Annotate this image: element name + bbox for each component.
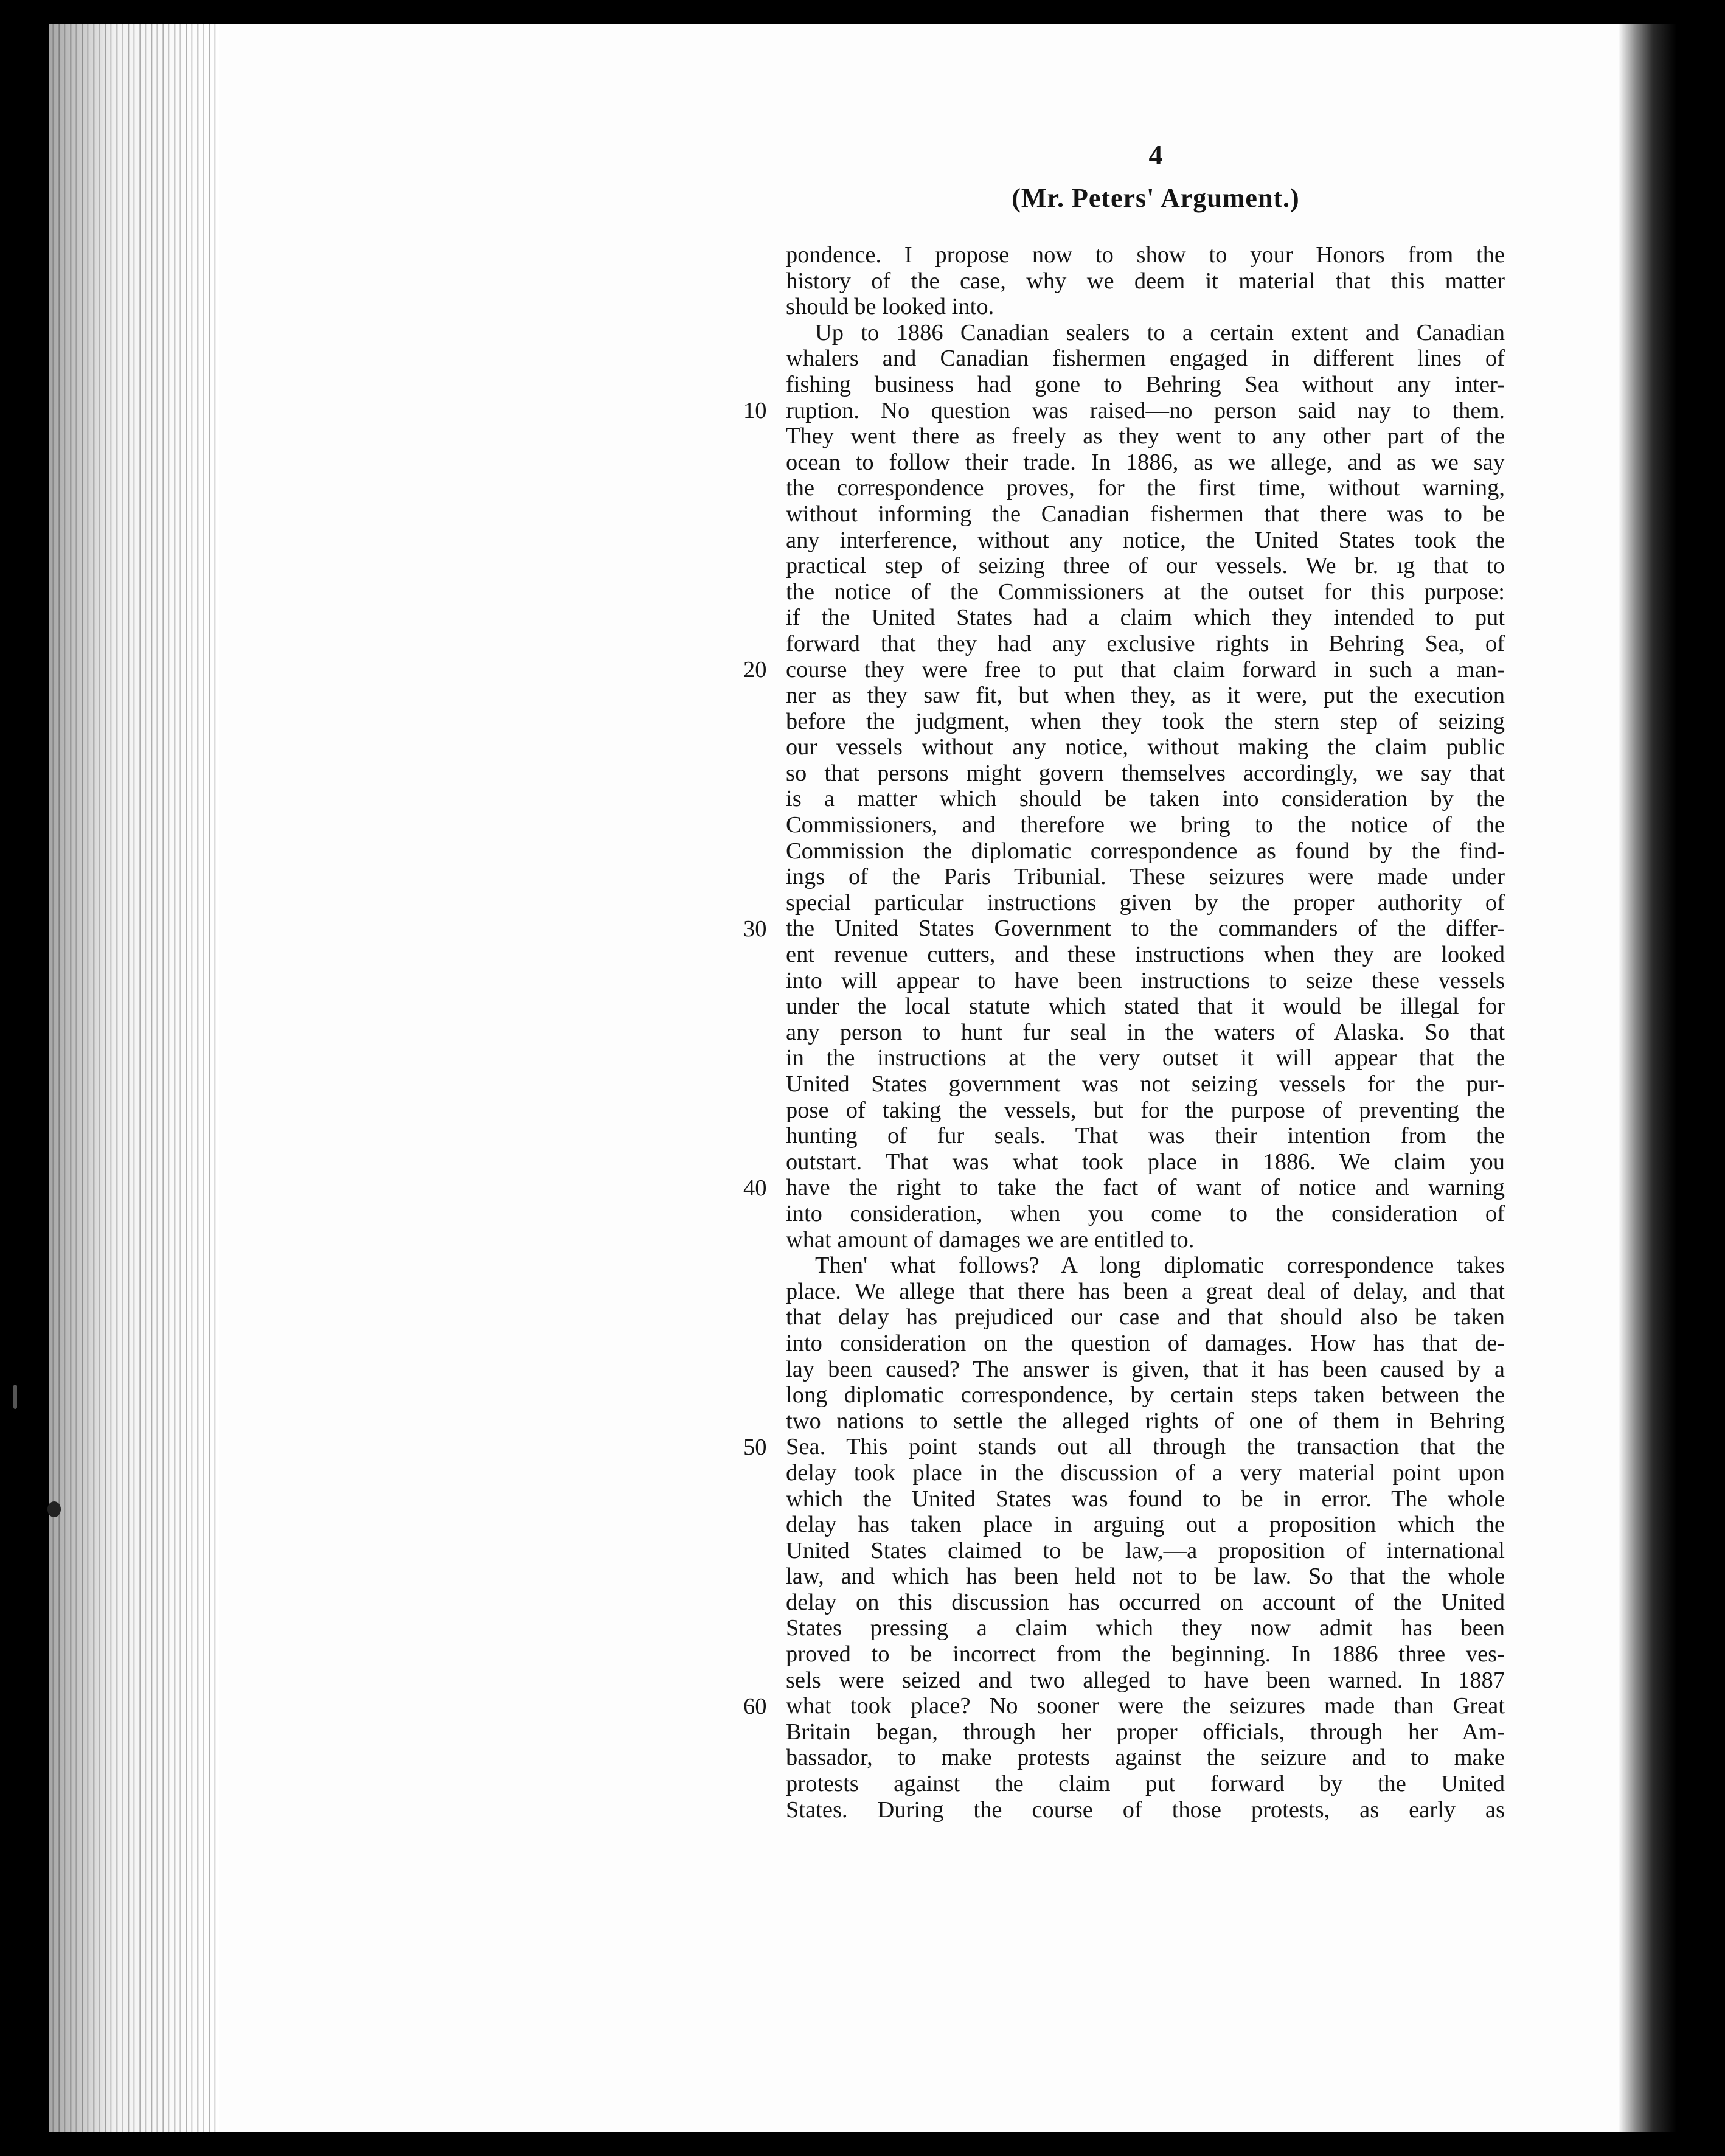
text-line: States. During the course of those protests, as early as <box>786 1796 1505 1823</box>
text-line: the United States Government to the commanders of the differ- <box>786 916 1505 942</box>
text-line: so that persons might govern themselves accordingly, we say that <box>786 760 1505 786</box>
line-number: 60 <box>743 1693 767 1719</box>
text-line: before the judgment, when they took the stern step of seizing <box>786 708 1505 734</box>
text-line: Commission the diplomatic correspondence as found by the find- <box>786 838 1505 864</box>
text-line: delay on this discussion has occurred on account of the United <box>786 1589 1505 1615</box>
body-text <box>786 242 1505 1849</box>
text-line: any interference, without any notice, the United States took the <box>786 527 1505 553</box>
text-line: what took place? No sooner were the seizures made than Great <box>786 1693 1505 1719</box>
text-line: States pressing a claim which they now admit has been <box>786 1615 1505 1641</box>
running-head: (Mr. Peters' Argument.) <box>1012 183 1300 213</box>
text-line: what amount of damages we are entitled to. <box>786 1226 1195 1253</box>
text-line <box>786 1823 1505 1849</box>
text-line: in the instructions at the very outset it will appear that the <box>786 1045 1505 1071</box>
text-line: whalers and Canadian fishermen engaged in different lines of <box>786 346 1505 372</box>
line-number: 50 <box>743 1434 767 1460</box>
text-line: outstart. That was what took place in 1886. We claim you <box>786 1149 1505 1175</box>
text-line: ocean to follow their trade. In 1886, as we allege, and as we say <box>786 449 1505 475</box>
text-line: ruption. No question was raised—no person said nay to them. <box>786 397 1505 423</box>
text-line: if the United States had a claim which they intended to put <box>786 605 1505 631</box>
text-line: fishing business had gone to Behring Sea without any inter- <box>786 371 1505 397</box>
text-line: our vessels without any notice, without making the claim public <box>786 734 1505 760</box>
text-line: Britain began, through her proper officials, through her Am- <box>786 1719 1505 1745</box>
text-line: which the United States was found to be in error. The whole <box>786 1486 1505 1512</box>
line-number: 30 <box>743 916 767 942</box>
line-number: 10 <box>743 397 767 423</box>
text-line: bassador, to make protests against the seizure and to make <box>786 1745 1505 1771</box>
scan-border-top <box>0 0 1725 24</box>
text-line: law, and which has been held not to be law. So that the whole <box>786 1563 1505 1590</box>
text-line: special particular instructions given by the proper authority of <box>786 889 1505 916</box>
text-line: practical step of seizing three of our vessels. We br. ıg that to <box>786 553 1505 579</box>
text-line: the correspondence proves, for the first time, without warning, <box>786 475 1505 501</box>
text-line: lay been caused? The answer is given, that it has been caused by a <box>786 1356 1505 1382</box>
text-line: Up to 1886 Canadian sealers to a certain extent and Canadian <box>815 319 1505 346</box>
text-line: ings of the Paris Tribunial. These seizures were made under <box>786 864 1505 890</box>
text-line: should be looked into. <box>786 294 994 320</box>
text-line: history of the case, why we deem it material that this matter <box>786 268 1505 294</box>
text-line: pose of taking the vessels, but for the purpose of preventing the <box>786 1097 1505 1123</box>
text-line: United States government was not seizing vessels for the pur- <box>786 1071 1505 1097</box>
text-line: Sea. This point stands out all through the transaction that the <box>786 1434 1505 1460</box>
scan-speck <box>13 1385 17 1409</box>
line-number: 20 <box>743 656 767 683</box>
text-line: United States claimed to be law,—a proposition of international <box>786 1537 1505 1563</box>
text-line: any person to hunt fur seal in the waters of Alaska. So that <box>786 1019 1505 1045</box>
text-line: Then' what follows? A long diplomatic correspondence takes <box>815 1253 1505 1279</box>
text-line: delay took place in the discussion of a very material point upon <box>786 1459 1505 1486</box>
text-line: Commissioners, and therefore we bring to the notice of the <box>786 812 1505 838</box>
text-line: the notice of the Commissioners at the outset for this purpose: <box>786 579 1505 605</box>
book-spine-shadow <box>1618 24 1676 2132</box>
text-line: into will appear to have been instructions to seize these vessels <box>786 967 1505 993</box>
text-line: sels were seized and two alleged to have been warned. In 1887 <box>786 1667 1505 1693</box>
text-line: ner as they saw fit, but when they, as it were, put the execution <box>786 683 1505 709</box>
text-line: into consideration on the question of damages. How has that de- <box>786 1330 1505 1356</box>
text-line: that delay has prejudiced our case and that should also be taken <box>786 1304 1505 1330</box>
text-line: ent revenue cutters, and these instructions when they are looked <box>786 942 1505 968</box>
scan-speck <box>47 1501 61 1517</box>
text-line: without informing the Canadian fishermen that there was to be <box>786 501 1505 527</box>
text-line: hunting of fur seals. That was their intention from the <box>786 1123 1505 1149</box>
text-line: course they were free to put that claim forward in such a man- <box>786 656 1505 683</box>
text-line: forward that they had any exclusive rights in Behring Sea, of <box>786 630 1505 656</box>
scan-border-bottom <box>0 2132 1725 2156</box>
text-line: is a matter which should be taken into consideration by the <box>786 786 1505 812</box>
page-number: 4 <box>1148 139 1163 170</box>
text-line: have the right to take the fact of want of notice and warning <box>786 1175 1505 1201</box>
text-line: protests against the claim put forward by the United <box>786 1771 1505 1797</box>
text-line: two nations to settle the alleged rights of one of them in Behring <box>786 1408 1505 1434</box>
scan-border-right <box>1676 0 1725 2156</box>
text-line: pondence. I propose now to show to your Honors from the <box>786 242 1505 268</box>
line-number: 40 <box>743 1175 767 1201</box>
text-line: long diplomatic correspondence, by certain steps taken between the <box>786 1382 1505 1408</box>
text-line: They went there as freely as they went to any other part of the <box>786 423 1505 450</box>
text-line: place. We allege that there has been a great deal of delay, and that <box>786 1278 1505 1304</box>
text-line: proved to be incorrect from the beginning. In 1886 three ves- <box>786 1641 1505 1667</box>
book-page-edges-shade <box>49 24 219 2132</box>
text-line: delay has taken place in arguing out a proposition which the <box>786 1512 1505 1538</box>
scan-border-left <box>0 0 49 2156</box>
text-line: into consideration, when you come to the consideration of <box>786 1200 1505 1226</box>
text-line: under the local statute which stated that it would be illegal for <box>786 993 1505 1020</box>
